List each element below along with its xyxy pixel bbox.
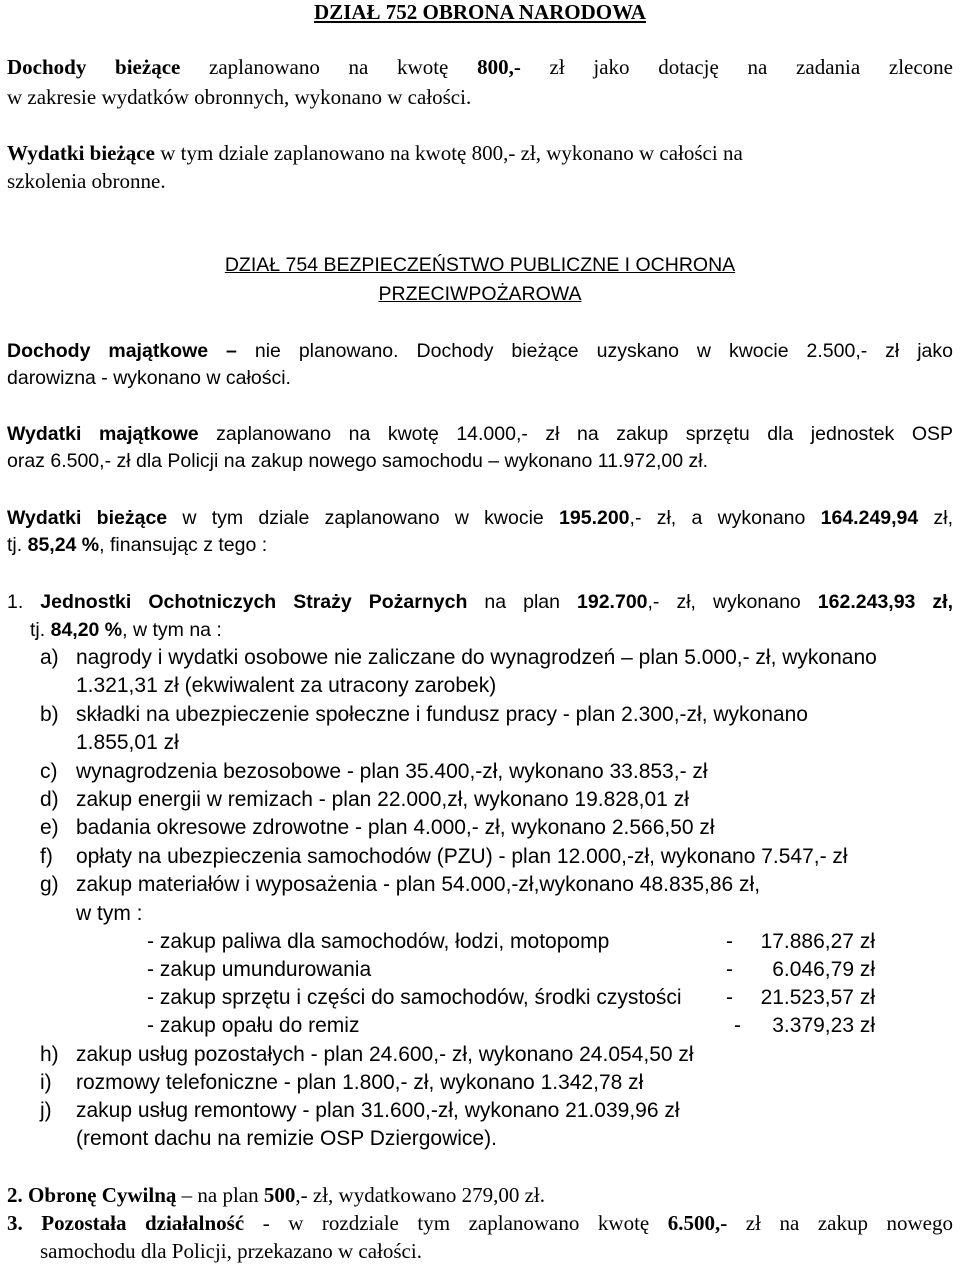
section-752-title: DZIAŁ 752 OBRONA NARODOWA <box>314 0 646 24</box>
section-754-title-line2: PRZECIWPOŻAROWA <box>378 283 582 305</box>
d752-para2-line2: szkolenia obronne. <box>7 169 166 193</box>
d754-para1-line2: darowizna - wykonano w całości. <box>7 367 291 389</box>
subsection-1-line1: 1. Jednostki Ochotniczych Straży Pożarnych na plan 192.700,- zł, wykonano 162.243,93 zł, <box>7 591 953 613</box>
document-page: DZIAŁ 752 OBRONA NARODOWA Dochody bieżące zaplanowano na kwotę 800,- zł jako dotację na zadania zlecone w zakresie wydatków obronnych, wykonano w całości. Wydatki bieżące w tym dziale zaplanowano na kwotę 800,- zł, wykonano w całości na szkolenia obronne. DZIAŁ 754 BEZPIECZEŃSTWO PUBLICZNE I OCHRONA PRZECIWPOŻAROWA Dochody majątkowe – nie planowano. Dochody bieżące uzyskano w kwocie 2.500,- zł jako darowizna - wykonano w całości. Wydatki majątkowe zaplanowano na kwotę 14.000,- zł na zakup sprzętu dla jednostek OSP oraz 6.500,- zł dla Policji na zakup nowego samochodu – wykonano 11.972,00 zł. Wydatki bieżące w tym dziale zaplanowano w kwocie 195.200,- zł, a wykonano 164.249,94 zł, tj. 85,24 %, finansując z tego : 1. Jednostki Ochotniczych Straży Pożarnych na plan 192.700,- zł, wykonano 162.243,93 zł, tj. 84,20 %, w tym na : a) nagrody i wydatki osobowe nie zaliczane do wynagrodzeń – plan 5.000,- zł, wykonano 1.321,31 zł (ekwiwalent za utracony zarobek) b) składki na ubezpieczenie społeczne i fundusz pracy - plan 2.300,-zł, wykonano 1.855,01 zł c) wynagrodzenia bezosobowe - plan 35.400,-zł, wykonano 33.853,- zł d) zakup energii w remizach - plan 22.000,zł, wykonano 19.828,01 zł e) badania okresowe zdrowotne - plan 4.000,- zł, wykonano 2.566,50 zł f) opłaty na ubezpieczenia samochodów (PZU) - plan 12.000,-zł, wykonano 7.547,- zł g) zakup materiałów i wyposażenia - plan 54.000,-zł,wykonano 48.835,86 zł, w tym : - zakup paliwa dla samochodów, łodzi, motopomp - 17.886,27 zł - zakup umundurowania - 6.046,79 zł - zakup sprzętu i części do samochodów, środki czystości - 21.523,57 zł - zakup opału do remiz - 3.379,23 zł h) zakup usług pozostałych - plan 24.600,- zł, wykonano 24.054,50 zł i) rozmowy telefoniczne - plan 1.800,- zł, wykonano 1.342,78 zł j) zakup usług remontowy - plan 31.600,-zł, wykonano 21.039,96 zł (remont dachu na remizie OSP Dziergowice). 2. Obronę Cywilną – na plan 500,- zł, wydatkowano 279,00 zł. 3. Pozostała działalność - w rozdziale tym zaplanowano kwotę 6.500,- zł na zakup nowego samochodu dla Policji, przekazano w całości. <box>0 0 960 1266</box>
d754-para3-line2: tj. 85,24 %, finansując z tego : <box>7 534 268 556</box>
d754-para2-line1: Wydatki majątkowe zaplanowano na kwotę 14.000,- zł na zakup sprzętu dla jednostek OSP <box>7 423 953 445</box>
subsection-3-line1: 3. Pozostała działalność - w rozdziale tym zaplanowano kwotę 6.500,- zł na zakup nowego <box>7 1211 953 1235</box>
d754-para1-line1: Dochody majątkowe – nie planowano. Dochody bieżące uzyskano w kwocie 2.500,- zł jako <box>7 340 953 362</box>
d754-para3-line1: Wydatki bieżące w tym dziale zaplanowano w kwocie 195.200,- zł, a wykonano 164.249,94 zł, <box>7 507 954 529</box>
d752-para1-line2: w zakresie wydatków obronnych, wykonano w całości. <box>7 85 472 109</box>
subsection-2: 2. Obronę Cywilną – na plan 500,- zł, wydatkowano 279,00 zł. <box>7 1183 545 1207</box>
d754-para2-line2: oraz 6.500,- zł dla Policji na zakup nowego samochodu – wykonano 11.972,00 zł. <box>7 450 708 472</box>
subsection-3-line2: samochodu dla Policji, przekazano w całości. <box>40 1239 422 1263</box>
d752-para1-line1: Dochody bieżące zaplanowano na kwotę 800,- zł jako dotację na zadania zlecone <box>7 55 953 79</box>
d752-para2-line1: Wydatki bieżące w tym dziale zaplanowano na kwotę 800,- zł, wykonano w całości na <box>7 141 743 165</box>
subsection-1-line2: tj. 84,20 %, w tym na : <box>30 619 222 641</box>
section-754-title-line1: DZIAŁ 754 BEZPIECZEŃSTWO PUBLICZNE I OCHRONA <box>224 254 736 276</box>
